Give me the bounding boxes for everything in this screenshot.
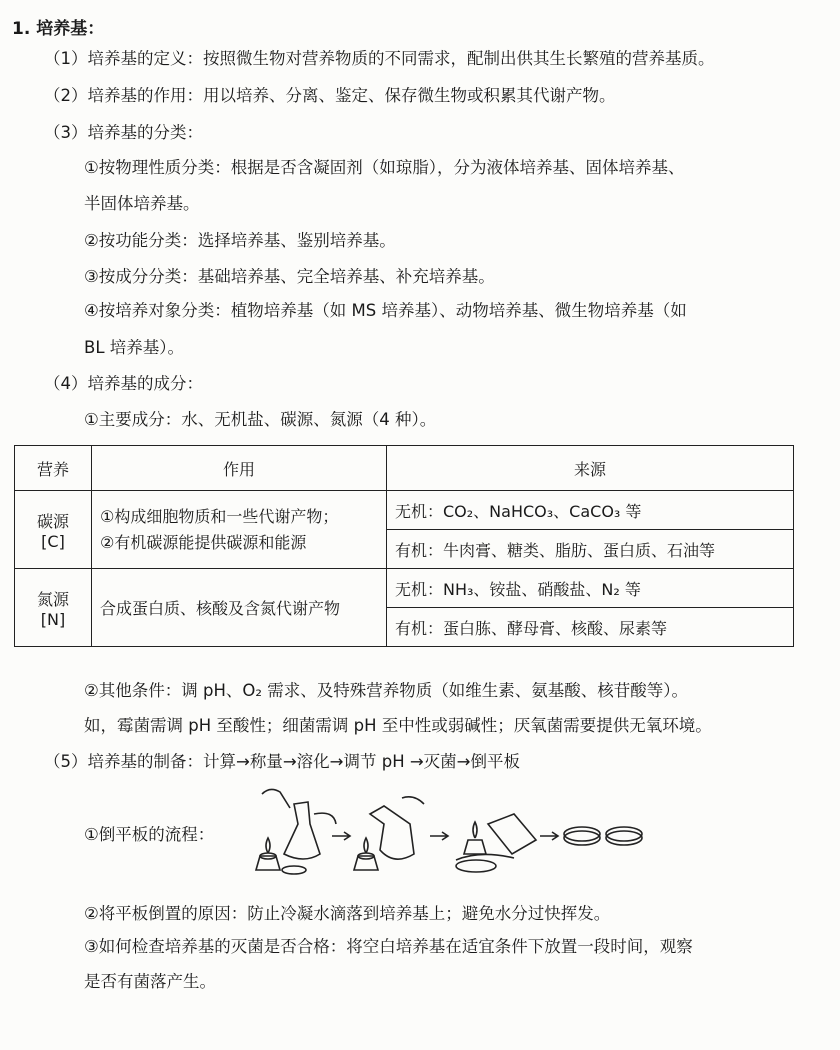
petri-dish-icon: [456, 860, 496, 872]
sterility-check-line2: 是否有菌落产生。: [84, 972, 216, 991]
pouring-flow-illustration: [84, 784, 684, 884]
nitrogen-effect: 合成蛋白质、核酸及含氮代谢产物: [92, 569, 387, 647]
definition-line: （1）培养基的定义：按照微生物对营养物质的不同需求，配制出供其生长繁殖的营养基质。: [44, 49, 715, 68]
function-line: （2）培养基的作用：用以培养、分离、鉴定、保存微生物或积累其代谢产物。: [44, 86, 616, 105]
class-component-line: ③按成分分类：基础培养基、完全培养基、补充培养基。: [84, 267, 495, 286]
class-physical-line2: 半固体培养基。: [84, 194, 200, 213]
flask-icon: [262, 789, 336, 859]
carbon-inorganic: 无机：CO₂、NaHCO₃、CaCO₃ 等: [387, 491, 794, 530]
petri-dish-icon: [564, 827, 600, 845]
flask-icon: [456, 814, 536, 860]
table-row: [15, 491, 794, 530]
sterility-check-line1: ③如何检查培养基的灭菌是否合格：将空白培养基在适宜条件下放置一段时间，观察: [84, 937, 693, 956]
inversion-reason-line: ②将平板倒置的原因：防止冷凝水滴落到培养基上；避免水分过快挥发。: [84, 904, 611, 923]
class-physical-line1: ①按物理性质分类：根据是否含凝固剂（如琼脂），分为液体培养基、固体培养基、: [84, 158, 685, 177]
arrow-icon: [430, 832, 448, 840]
nitrogen-name: 氮源 [N]: [15, 569, 92, 647]
pouring-flow-figure: [84, 784, 684, 884]
class-target-line2: BL 培养基）。: [84, 338, 185, 357]
main-components-line: ①主要成分：水、无机盐、碳源、氮源（4 种）。: [84, 410, 437, 429]
other-conditions-line: ②其他条件：调 pH、O₂ 需求、及特殊营养物质（如维生素、氨基酸、核苷酸等）。: [84, 681, 689, 700]
table-header-row: [15, 446, 794, 491]
class-target-line1: ④按培养对象分类：植物培养基（如 MS 培养基）、动物培养基、微生物培养基（如: [84, 301, 687, 320]
arrow-icon: [540, 832, 558, 840]
lamp-icon: [464, 822, 486, 854]
carbon-effect: [92, 491, 387, 569]
components-heading: （4）培养基的成分：: [44, 374, 203, 393]
carbon-name: 碳源 [C]: [15, 491, 92, 569]
classification-heading: （3）培养基的分类：: [44, 123, 203, 142]
header-nutrient: 营养: [15, 446, 92, 491]
nitrogen-inorganic: 无机：NH₃、铵盐、硝酸盐、N₂ 等: [387, 569, 794, 608]
carbon-organic: 有机：牛肉膏、糖类、脂肪、蛋白质、石油等: [387, 530, 794, 569]
carbon-effect-2: ②有机碳源能提供碳源和能源: [100, 532, 307, 552]
nitrogen-organic: 有机：蛋白胨、酵母膏、核酸、尿素等: [387, 608, 794, 647]
lamp-icon: [354, 838, 378, 870]
nutrient-table: [14, 445, 794, 647]
header-effect: 作用: [92, 446, 387, 491]
lamp-icon: [256, 838, 280, 870]
table-row: [15, 569, 794, 608]
examples-line: 如，霉菌需调 pH 至酸性；细菌需调 pH 至中性或弱碱性；厌氧菌需要提供无氧环境。: [84, 716, 712, 735]
preparation-line: （5）培养基的制备：计算→称量→溶化→调节 pH →灭菌→倒平板: [44, 752, 520, 771]
section-title: 1. 培养基：: [12, 19, 105, 39]
carbon-effect-1: ①构成细胞物质和一些代谢产物；: [100, 506, 339, 526]
flask-icon: [370, 797, 424, 859]
class-function-line: ②按功能分类：选择培养基、鉴别培养基。: [84, 231, 396, 250]
petri-dish-icon: [606, 827, 642, 845]
pouring-flow-label: ①倒平板的流程：: [84, 825, 215, 844]
petri-dish-icon: [282, 866, 306, 874]
arrow-icon: [332, 832, 350, 840]
header-source: 来源: [387, 446, 794, 491]
